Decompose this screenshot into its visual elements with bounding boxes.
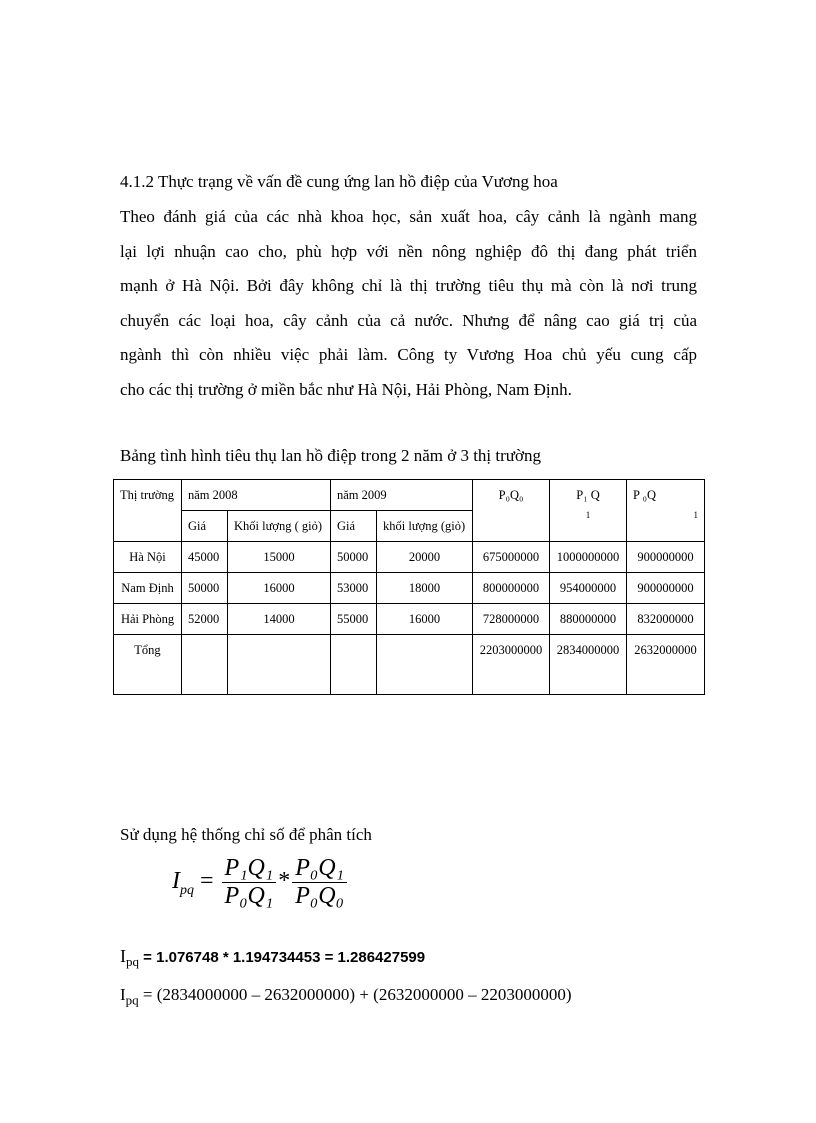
cell-p0q1: 900000000 <box>627 573 705 604</box>
cell-qty-2008: 14000 <box>228 604 331 635</box>
cell-qty-2008: 16000 <box>228 573 331 604</box>
difference-lhs: I <box>120 985 126 1004</box>
paragraph-line: chuyển các loại hoa, cây cảnh của cả nước. Nhưng để nâng cao giá trị của <box>120 310 697 330</box>
header-p0q1-sub: 1 <box>693 510 698 520</box>
cell-total-p0q1: 2632000000 <box>627 635 705 695</box>
cell-p0q0: 728000000 <box>473 604 550 635</box>
cell-total-p0q0: 2203000000 <box>473 635 550 695</box>
cell-empty <box>331 635 377 695</box>
paragraph-line: Theo đánh giá của các nhà khoa học, sản xuất hoa, cây cảnh là ngành mang <box>120 207 697 226</box>
table-row <box>114 573 705 604</box>
cell-price-2009: 53000 <box>331 573 377 604</box>
fraction-denominator: P₀Q₁ <box>224 883 274 909</box>
table-title: Bảng tình hình tiêu thụ lan hồ điệp trong 2 năm ở 3 thị trường <box>120 446 541 465</box>
header-p1q1 <box>550 480 627 542</box>
index-result-line <box>120 946 425 970</box>
fraction-denominator: P₀Q₀ <box>295 883 344 909</box>
result-lhs: I <box>120 946 126 966</box>
index-formula <box>172 855 349 910</box>
header-p1q1-sub: 1 <box>585 510 591 520</box>
cell-empty <box>228 635 331 695</box>
difference-rhs: = (2834000000 – 2632000000) + (2632000000 – 2203000000) <box>142 985 572 1004</box>
fraction-numerator: P₁Q₁ <box>222 855 277 883</box>
difference-lhs-sub: pq <box>125 992 139 1008</box>
cell-price-2008: 52000 <box>182 604 228 635</box>
subheader-price-2008: Giá <box>182 511 228 542</box>
fraction-price-index <box>222 855 277 910</box>
header-2008: năm 2008 <box>182 480 331 511</box>
paragraph-line: ngành thì còn nhiều việc phải làm. Công ty Vương Hoa chủ yếu cung cấp <box>120 345 697 364</box>
cell-p0q1: 900000000 <box>627 542 705 573</box>
cell-market: Hải Phòng <box>114 604 182 635</box>
cell-p1q1: 880000000 <box>550 604 627 635</box>
formula-equals: = <box>200 868 214 895</box>
header-market: Thị trường <box>114 480 182 542</box>
header-p0q1 <box>627 480 705 542</box>
cell-p0q1: 832000000 <box>627 604 705 635</box>
table-total-row <box>114 635 705 695</box>
subheader-qty-2008: Khối lượng ( giỏ) <box>228 511 331 542</box>
table-row <box>114 604 705 635</box>
cell-price-2009: 50000 <box>331 542 377 573</box>
difference-line <box>120 985 572 1008</box>
fraction-numerator: P₀Q₁ <box>292 855 347 883</box>
header-p0q1-main: P ₀Q <box>633 488 656 502</box>
paragraph-line: mạnh ở Hà Nội. Bởi đây không chỉ là thị trường tiêu thụ mà còn là nơi trung <box>120 276 697 295</box>
cell-market: Nam Định <box>114 573 182 604</box>
cell-qty-2009: 20000 <box>377 542 473 573</box>
formula-lhs-sub: pq <box>180 882 194 898</box>
header-2009: năm 2009 <box>331 480 473 511</box>
cell-qty-2009: 18000 <box>377 573 473 604</box>
result-lhs-sub: pq <box>126 954 139 969</box>
cell-total-p1q1: 2834000000 <box>550 635 627 695</box>
formula-multiply: * <box>278 868 291 895</box>
result-rhs: = 1.076748 * 1.194734453 = 1.286427599 <box>143 949 426 966</box>
table-row <box>114 542 705 573</box>
formula-lhs: I <box>172 868 180 895</box>
cell-price-2009: 55000 <box>331 604 377 635</box>
cell-empty <box>182 635 228 695</box>
paragraph-line: cho các thị trường ở miền bắc như Hà Nội, Hải Phòng, Nam Định. <box>120 379 572 399</box>
header-p1q1-main: P₁ Q <box>576 488 600 502</box>
cell-qty-2008: 15000 <box>228 542 331 573</box>
analysis-title: Sử dụng hệ thống chỉ số để phân tích <box>120 825 372 844</box>
header-p0q0: P₀Q₀ <box>473 480 550 542</box>
cell-total-label: Tổng <box>114 635 182 695</box>
section-heading: 4.1.2 Thực trạng về vấn đề cung ứng lan hồ điệp của Vương hoa <box>120 172 558 191</box>
fraction-quantity-index <box>292 855 347 910</box>
cell-empty <box>377 635 473 695</box>
intro-paragraph <box>120 200 697 407</box>
cell-p1q1: 1000000000 <box>550 542 627 573</box>
subheader-price-2009: Giá <box>331 511 377 542</box>
cell-price-2008: 45000 <box>182 542 228 573</box>
cell-p0q0: 675000000 <box>473 542 550 573</box>
consumption-table <box>113 479 705 695</box>
cell-price-2008: 50000 <box>182 573 228 604</box>
cell-market: Hà Nội <box>114 542 182 573</box>
paragraph-line: lại lợi nhuận cao cho, phù hợp với nền nông nghiệp đô thị đang phát triển <box>120 241 697 261</box>
subheader-qty-2009: khối lượng (giỏ) <box>377 511 473 542</box>
cell-p0q0: 800000000 <box>473 573 550 604</box>
cell-qty-2009: 16000 <box>377 604 473 635</box>
table-header-row <box>114 480 705 511</box>
cell-p1q1: 954000000 <box>550 573 627 604</box>
